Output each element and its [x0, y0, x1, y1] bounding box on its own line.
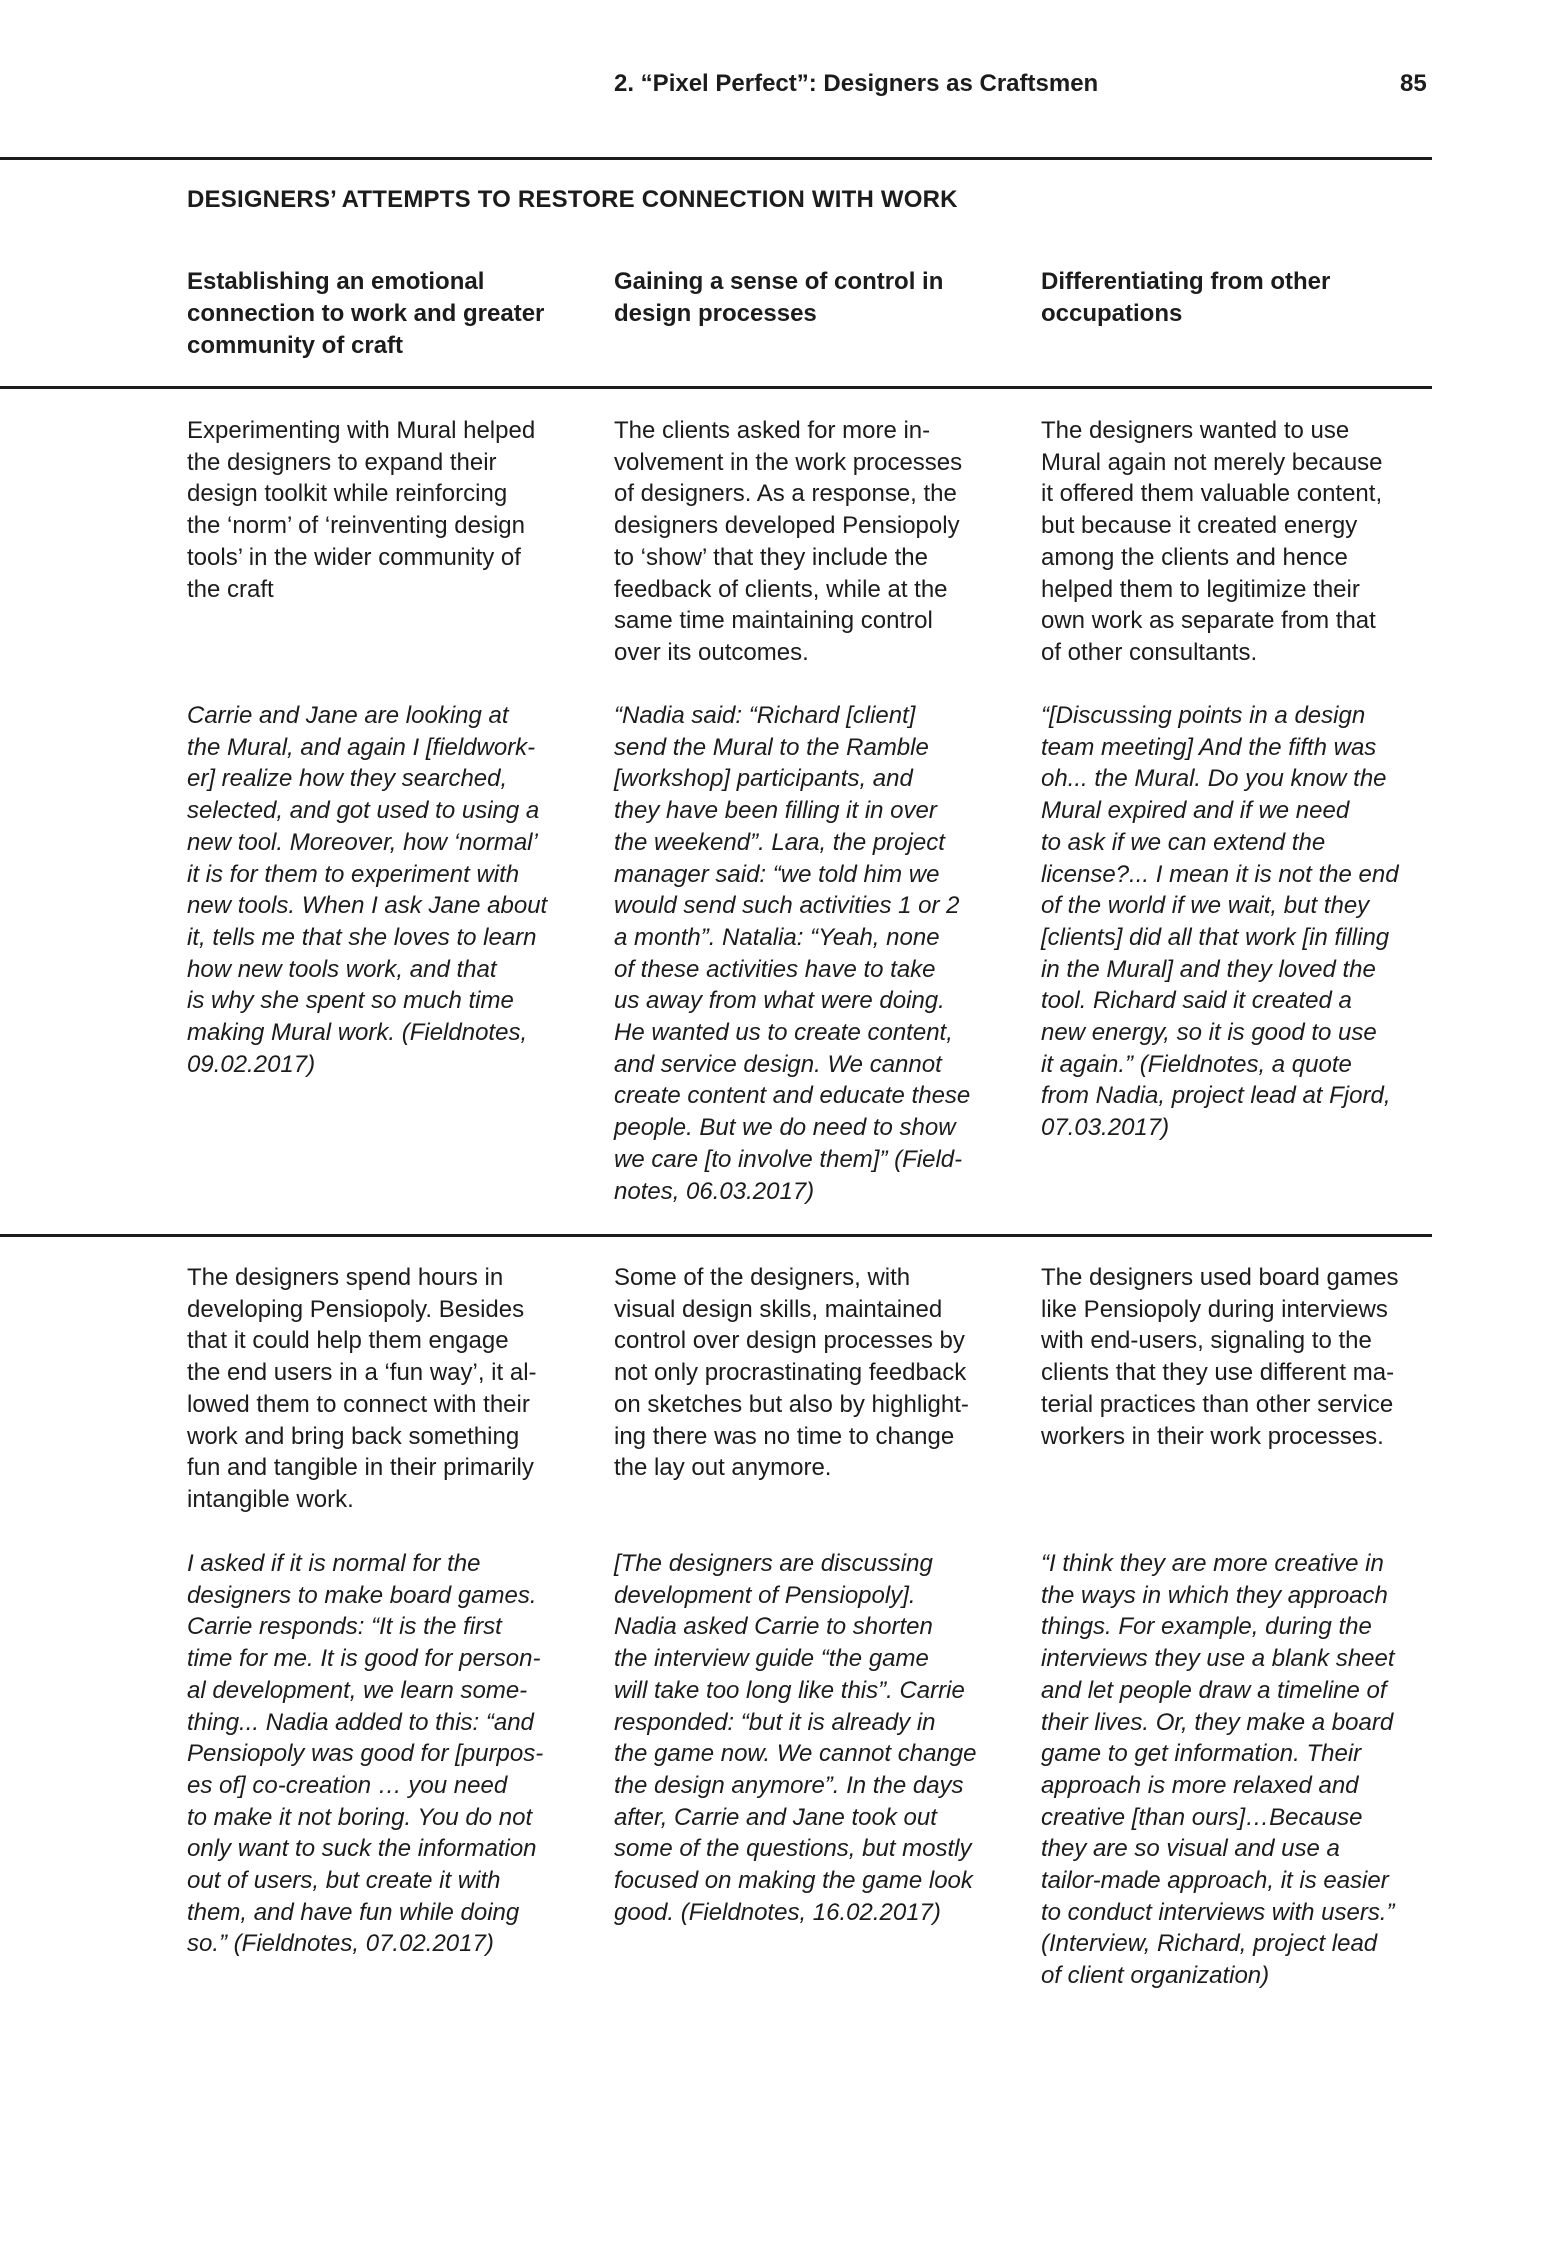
- row1-quote-col1: Carrie and Jane are looking at the Mural, and again I [fieldwork- er] realize how they searched, selected, and got used to using a new tool. Moreover, how ‘normal’ it is for them to experiment with new tools. When I ask Jane about it, tells me that she loves to learn how new tools work, and that is why she spent so much time making Mural work. (Fieldnotes, 09.02.2017): [187, 702, 548, 1078]
- header-rule: [0, 157, 1432, 160]
- row1-quote-col3: “[Discussing points in a design team meeting] And the fifth was oh... the Mural. Do you know the Mural expired and if we need to ask if we can extend the license?... I mean it is not the end of the world if we wait, but they [clients] did all that work [in filling in the Mural] and they loved the tool. Richard said it created a new energy, so it is good to use it again.” (Fieldnotes, a quote from Nadia, project lead at Fjord, 07.03.2017): [1041, 702, 1399, 1142]
- page-number: 85: [1400, 70, 1427, 97]
- column-heading-differentiating: Differentiating from other occupations: [1041, 268, 1331, 327]
- column-heading-rule: [0, 386, 1432, 389]
- table-title: DESIGNERS’ ATTEMPTS TO RESTORE CONNECTION WITH WORK: [187, 186, 958, 213]
- row2-quote-col1: I asked if it is normal for the designers to make board games. Carrie responds: “It is the first time for me. It is good for person- al development, we learn some- thing... Nadia added to this: “and Pensiopoly was good for [purpos- es of] co-creation … you need to make it not boring. You do not only want to suck the information out of users, but create it with them, and have fun while doing so.” (Fieldnotes, 07.02.2017): [187, 1550, 544, 1958]
- row2-summary-col3: The designers used board games like Pensiopoly during interviews with end-users, signaling to the clients that they use different ma- terial practices than other service workers in their work processes.: [1041, 1264, 1399, 1450]
- row2-summary-col2: Some of the designers, with visual design skills, maintained control over design processes by not only procrastinating feedback on sketches but also by highlight- ing there was no time to change the lay out anymore.: [614, 1264, 969, 1482]
- running-header: [0, 70, 1547, 104]
- row2-quote-col2: [The designers are discussing development of Pensiopoly]. Nadia asked Carrie to shorten the interview guide “the game will take too long like this”. Carrie responded: “but it is already in the game now. We cannot change the design anymore”. In the days after, Carrie and Jane took out some of the questions, but mostly focused on making the game look good. (Fieldnotes, 16.02.2017): [614, 1550, 977, 1926]
- row1-summary-col3: The designers wanted to use Mural again not merely because it offered them valuable content, but because it created energy among the clients and hence helped them to legitimize their own work as separate from that of other consultants.: [1041, 417, 1383, 666]
- column-heading-emotional-connection: Establishing an emotional connection to work and greater community of craft: [187, 268, 545, 359]
- row-divider-rule: [0, 1234, 1432, 1237]
- row1-summary-col1: Experimenting with Mural helped the designers to expand their design toolkit while reinforcing the ‘norm’ of ‘reinventing design tools’ in the wider community of the craft: [187, 417, 536, 603]
- row2-quote-col3: “I think they are more creative in the ways in which they approach things. For example, during the interviews they use a blank sheet and let people draw a timeline of their lives. Or, they make a board game to get information. Their approach is more relaxed and creative [than ours]…Because they are so visual and use a tailor-made approach, it is easier to conduct interviews with users.” (Interview, Richard, project lead of client organization): [1041, 1550, 1395, 1990]
- row2-summary-col1: The designers spend hours in developing Pensiopoly. Besides that it could help them engage the end users in a ‘fun way’, it al- lowed them to connect with their work and bring back something fun and tangible in their primarily intangible work.: [187, 1264, 537, 1513]
- chapter-title: 2. “Pixel Perfect”: Designers as Craftsmen: [614, 70, 1099, 97]
- row1-summary-col2: The clients asked for more in- volvement in the work processes of designers. As a response, the designers developed Pensiopoly to ‘show’ that they include the feedback of clients, while at the same time maintaining control over its outcomes.: [614, 417, 963, 666]
- row1-quote-col2: “Nadia said: “Richard [client] send the Mural to the Ramble [workshop] participants, and they have been filling it in over the weekend”. Lara, the project manager said: “we told him we would send such activities 1 or 2 a month”. Natalia: “Yeah, none of these activities have to take us away from what were doing. He wanted us to create content, and service design. We cannot create content and educate these people. But we do need to show we care [to involve them]” (Field- notes, 06.03.2017): [614, 702, 971, 1205]
- column-heading-control: Gaining a sense of control in design processes: [614, 268, 944, 327]
